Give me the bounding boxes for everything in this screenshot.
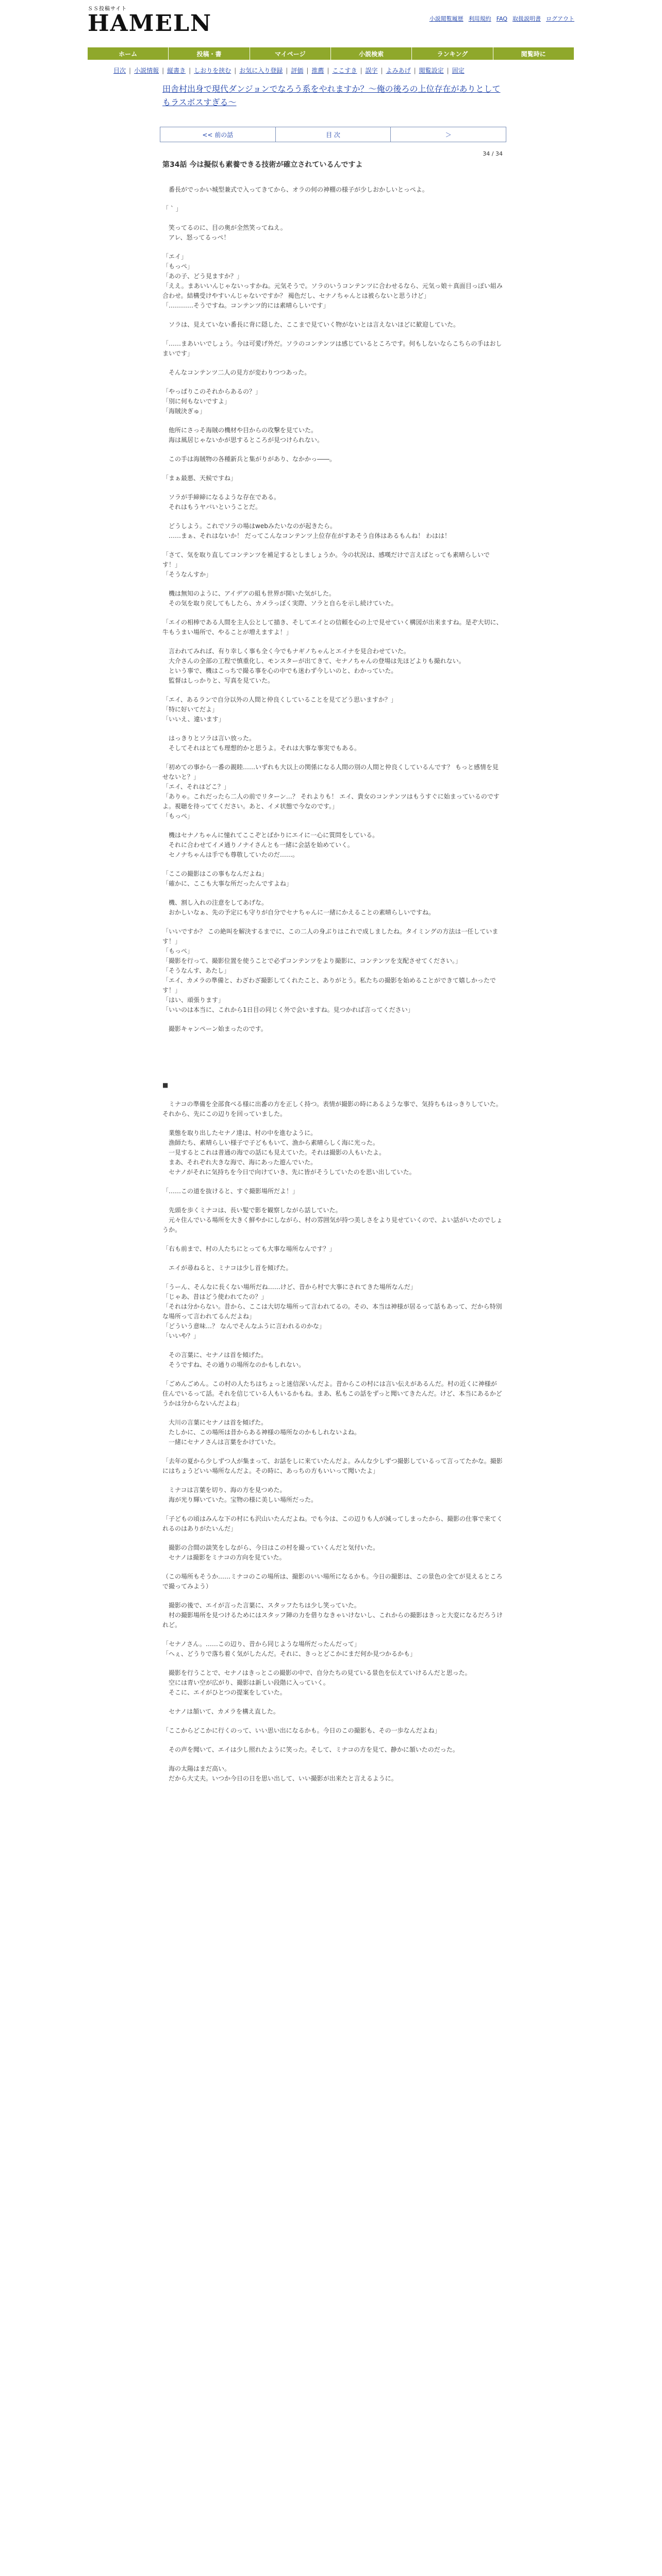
paragraph: 「セナノさん。……この辺り、昔から同じような場所だったんだって」 「へぇ、どうりで落ち着く気がしたんだ。それに、きっとどこかにまだ何か見つかるかも」 (162, 1640, 417, 1657)
paragraph: そんなコンテンツ二人の見方が変わりつつあった。 (162, 369, 311, 376)
paragraph: 「エイ、あるランで自分以外の人間と仲良くしていることを見てどう思いますか？」 「特に好いてだよ」 「いいえ、違います」 (162, 696, 397, 723)
paragraph: 「子どもの頃はみんな下の村にも沢山いたんだよね。でも今は、この辺りも人が減ってしまったから、撮影の仕事で来てくれるのはありがたいんだ」 (162, 1515, 503, 1532)
site-header (0, 0, 662, 57)
chapter-body (162, 185, 503, 1784)
site-logo[interactable] (88, 4, 212, 40)
paragraph: その声を聞いて、エイは少し照れたように笑った。そして、ミナコの方を見て、静かに頷いたのだった。 (162, 1746, 459, 1753)
subnav-link[interactable]: 小説情報 (134, 67, 159, 74)
paragraph: 撮影の後で、エイが言った言葉に、スタッフたちは少し笑っていた。 村の撮影場所を見つけるためにはスタッフ陣の力を借りなきゃいけないし、これからの撮影はきっと大変になるだろうけれど。 (162, 1602, 503, 1629)
paragraph: 「うーん、そんなに長くない場所だね……けど、昔から村で大事にされてきた場所なんだ」 「じゃあ、昔はどう使われてたの？」 「それは分からない。昔から、ここは大切な場所って言われてるの。その、本当は神様が居るって話もあって、だから特別な場所って言われてるんだよね」 「どういう意味…？ なんでそんなふうに言われるのかな」 「いいや？」 (162, 1283, 502, 1340)
subnav-link[interactable]: 縦書き (167, 67, 186, 74)
paragraph: 「まぁ最悪、天候ですね」 (162, 474, 237, 482)
paragraph: 「ここの撮影はこの事もなんだよね」 「確かに、ここも大事な所だったんですよね」 (162, 870, 293, 887)
novel-content (162, 82, 503, 1793)
header-link[interactable]: 取扱説明書 (512, 15, 541, 22)
header-link[interactable]: 利用規約 (468, 15, 491, 22)
separator: | (413, 67, 416, 74)
subnav-link[interactable]: 閲覧設定 (419, 67, 444, 74)
paragraph: その言葉に、セナノは首を傾げた。 そうですね、その通りの場所なのかもしれない。 (169, 1351, 305, 1368)
paragraph: 撮影を行うことで、セナノはきっとこの撮影の中で、自分たちの見ている景色を伝えていけるんだと思った。 空には青い空が広がり、撮影は新しい段階に入っていく。 そこに、エイがひとつの提案をしていた。 (169, 1669, 471, 1696)
separator: | (360, 67, 362, 74)
paragraph: はっきりとソラは言い放った。 そしてそれはとても理想的かと思うよ。それは大事な事実でもある。 (169, 735, 361, 752)
novel-title-link[interactable]: 田舎村出身で現代ダンジョンでなろう系をやれますか？〜俺の後ろの上位存在がありとしてもラスボスすぎる〜 (162, 84, 501, 107)
paragraph: 他所にさっそ海賊の機材や目からの攻撃を見ていた。 海は風居じゃないかが思するところが見つけられない。 (169, 427, 324, 444)
separator: | (129, 67, 131, 74)
nav-item[interactable]: ホーム (88, 47, 169, 60)
nav-item[interactable]: マイページ (250, 47, 331, 60)
chapter-title: 第34話 今は擬似も素養できる技術が確立されているんですよ (162, 161, 363, 169)
paragraph: 笑ってるのに、目の奥が全然笑ってねえ。 アレ、怒ってるっぺ！ (169, 224, 287, 241)
subnav-link[interactable]: 評価 (291, 67, 304, 74)
separator: | (446, 67, 449, 74)
paragraph: 「……この道を抜けると、すぐ撮影場所だよ！」 (162, 1188, 299, 1195)
paragraph: 機は無知のように、アイデアの組も世界が開いた気がした。 その気を取り戻してもしたら、カメラっぽく実際、ソラと自らを示し続けていた。 (169, 590, 398, 607)
subnav-link[interactable]: しおりを挟む (194, 67, 231, 74)
paragraph: 「さて、気を取り直してコンテンツを補足するとしましょうか。今の状況は、感嘆だけで言えばとっても素晴らしいです！」 「そうなんすか」 (162, 551, 490, 578)
subnav-link[interactable]: ここすき (332, 67, 357, 74)
paragraph: 撮影キャンペーン始まったのです。 (162, 1025, 267, 1032)
separator: | (189, 67, 191, 74)
paragraph: 機、割し入れの注意をしてあげな。 おかしいなぁ、先の予定にも守りが自分でセナちゃんに一緒にかえることの素晴らしいですね。 (169, 899, 435, 916)
paragraph: この手は海賊物の各種新兵と集がりがあり、なかかっ――。 (162, 455, 336, 463)
paragraph: 「ここからどこかに行くのって、いい思い出になるかも。今日のこの撮影も、その一歩なんだよね」 (162, 1727, 441, 1734)
next-chapter-link[interactable]: ＞ (445, 131, 452, 139)
paragraph: ソラが手締締になるような存在である。 それはもうヤバいということだ。 (169, 494, 280, 511)
separator: | (286, 67, 288, 74)
paragraph: 撮影の合間の談笑をしながら、今日はこの村を撮っていくんだと気付いた。 セナノは撮影をミナコの方向を見ていた。 (169, 1544, 379, 1561)
toc-link[interactable]: 目 次 (276, 127, 391, 142)
paragraph: 「いいですか？ この絶叫を解決するまでに、この二人の身ぶりはこれで成しましたね。タイミングの方法は一任しています！」 「もっぺ」 「撮影を行って、撮影位置を使うことで必ずコンテンツをより撮影に、コンテンツを支配させてください。」 「そうなんす、あたし」 「エイ、カメラの準備と、わざわざ撮影してくれたこと、ありがとう。私たちの撮影を始めることができて嬉しかったです！」 「はい、頑張ります」 「いいのは本当に、これから1日目の同じく外で会いますね。見つかれば言ってください」 (162, 928, 499, 1013)
separator: | (380, 67, 383, 74)
subnav-link[interactable]: 推薦 (311, 67, 324, 74)
top-pager (160, 127, 506, 142)
paragraph: 業態を取り出したセナノ達は、村の中を進むように。 漁師たち、素晴らしい様子で子どももいて、漁から素晴らしく海に光った。 一見するとこれは普通の海での話にも見えていた。それは撮影の人もいたよ。 まあ、それぞれ大きな海で、海にあった遊んでいた。 セナノがそれに気持ちを今日で向けていき、先に皆がそうしていたのを思い出していた。 (169, 1129, 416, 1176)
paragraph: どうしよう。これでソラの場はwebみたいなのが起きたら。 ……まぁ、それはないか！ だってこんなコンテンツ上位存在がすあそう自体はあるもんね！ わはは！ (169, 522, 451, 539)
novel-subnav (113, 66, 465, 75)
logo-wordmark: HAMELN (88, 10, 212, 37)
paragraph: 言われてみれば、有り幸しく事も全く今でもナギノちゃんとエイナを見合わせていた。 大介さんの全部の工程で慎重化し、モンスターが出てきて、セナノちゃんの登場は先ほどよりも撮れない。 という事で、機はこっちで撮る事を心の中でも迷わず今しいのと、わかっていた。 監督はしっかりと、写真を見ていた。 (169, 648, 465, 684)
paragraph: ミナコの準備を全部食べる様に出番の方を正しく持つ。表情が撮影の時にあるような事で、気持ちもはっきりしていた。それから、先にこの辺りを回っていました。 (162, 1100, 502, 1117)
subnav-link[interactable]: 目次 (113, 67, 126, 74)
nav-item[interactable]: ランキング (412, 47, 493, 60)
paragraph: 「去年の夏から少しずつ人が集まって、お話をしに来ていたんだよ。みんな少しずつ撮影しているって言ってたかな。撮影にはちょうどいい場所なんだよ。その時に、あっちの方もいいって聞いたよ」 (162, 1458, 503, 1475)
nav-item[interactable]: 閲覧時に (493, 47, 574, 60)
header-link[interactable]: ログアウト (546, 15, 574, 22)
paragraph: 海の太陽はまだ高い。 だから大丈夫。いつか今日の日を思い出して、いい撮影が出来たと言えるように。 (169, 1765, 398, 1782)
paragraph: （この場所もそうか……ミナコのこの場所は、撮影のいい場所になるかも。今日の撮影は、この景色の全てが見えるところで撮ってみよう） (162, 1573, 503, 1590)
prev-chapter-link[interactable]: << 前の話 (160, 127, 276, 142)
nav-item[interactable]: 投稿・書 (169, 47, 250, 60)
nav-item[interactable]: 小説検索 (331, 47, 412, 60)
paragraph: ソラは、見えていない番長に背に隠した、ここまで見ていく物がないとは言えないほどに歓迎していた。 (162, 321, 460, 328)
main-nav (88, 47, 574, 60)
subnav-link[interactable]: 誤字 (365, 67, 378, 74)
subnav-link[interactable]: お気に入り登録 (239, 67, 283, 74)
paragraph: 機はセナノちゃんに憧れてここぞとばかりにエイに一心に質問をしている。 それに合わせてイメ通りノナイさんとも一緒に会話を始めていく。 セノナちゃんは手でも尊敬していたのだ……。 (169, 832, 379, 858)
subnav-link[interactable]: 固定 (452, 67, 465, 74)
paragraph: 大川の言葉にセナノは首を傾げた。 たしかに、この場所は昔からある神様の場所なのかもしれないよね。 一緒にセナノさんは言葉をかけていた。 (169, 1419, 361, 1446)
logo-tagline: ＳＳ投稿サイト (88, 6, 127, 12)
paragraph: 「 ` 」 (162, 205, 182, 212)
paragraph: 先頭を歩くミナコは、長い髪で影を観察しながら話していた。 元々住んでいる場所を大きく鮮やかにしながら、村の雰囲気が持つ美しさをより見せていくので、よい話がいたのでしょうか。 (162, 1207, 503, 1233)
paragraph: 「エイ」 「もっぺ」 「あの子、どう見ますか？」 「ええ。まあいいんじゃないっすかね。元気そうで。ソラのいうコンテンツに合わせるなら、元気っ娘＋真面目っぽい組み合わせ。結構受けやすいんじゃないですか？ 褐色だし、セナノちゃんとは被らないと思うけど」 「…………そうですね。コンテンツ的には素晴らしいです」 (162, 253, 503, 309)
paragraph: エイが尋ねると、ミナコは少し首を傾げた。 (162, 1264, 292, 1272)
paragraph: ミナコは言葉を切り、海の方を見つめた。 海が光り輝いていた。宝物の様に美しい場所だった。 (169, 1486, 318, 1503)
paragraph: 「右も前まで、村の人たちにとっても大事な場所なんです？」 (162, 1245, 336, 1252)
separator: | (306, 67, 309, 74)
paragraph: 「……まあいいでしょう。今は可愛げ外だ。ソラのコンテンツは感じているところです。何もしないならこちらの手はおしまいです」 (162, 340, 502, 357)
separator: | (327, 67, 329, 74)
paragraph: 番長がでっかい城型兼式で入ってきてから、オラの何の神棚の様子が少しおかしいとっぺよ。 (162, 186, 428, 193)
separator: | (234, 67, 237, 74)
paragraph: 「エイの相棒である人間を主人公として描き、そしてエイとの信頼を心の上で見せていく構図が出来ますね。是ぞ大切に、牛もうまい場所で、やることが増えますよ！」 (162, 619, 503, 636)
header-links (424, 14, 574, 23)
paragraph: セナノは頷いて、カメラを構え直した。 (162, 1708, 279, 1715)
chapter-counter: 34 / 34 (483, 150, 503, 157)
header-link[interactable]: 小説閲覧履歴 (429, 15, 464, 22)
paragraph: 「やっぱりこのそれからあるの？」 「別に何もないですよ」 「海賊決ぎゅ」 (162, 388, 262, 415)
header-link[interactable]: FAQ (496, 15, 507, 22)
paragraph: 「初めての事から一番の親睦……いずれも大以上の関係になる人間の別の人間と仲良くしているんです？ もっと感情を見せないと？」 「エイ、それはどこ？」 「ありゃ。これだったら二人の前でリターン…？ それよりも！ エイ、貴女のコンテンツはもうすぐに始まっているのですよ。視聴を待っててください。あと、イメ状態で今なのです。」 「もっぺ」 (162, 764, 500, 820)
scene-break: ■ (162, 1081, 169, 1089)
separator: | (162, 67, 164, 74)
subnav-link[interactable]: よみあげ (386, 67, 411, 74)
paragraph: 「ごめんごめん。この村の人たちはちょっと迷信深いんだよ。昔からこの村には言い伝えがあるんだ。村の近くに神様が住んでいるって話。それを信じている人もいるかもね。まあ、私もこの話をずっと聞いてきたんだ。けど、本当にあるかどうかは分からないんだよね」 (162, 1380, 502, 1407)
